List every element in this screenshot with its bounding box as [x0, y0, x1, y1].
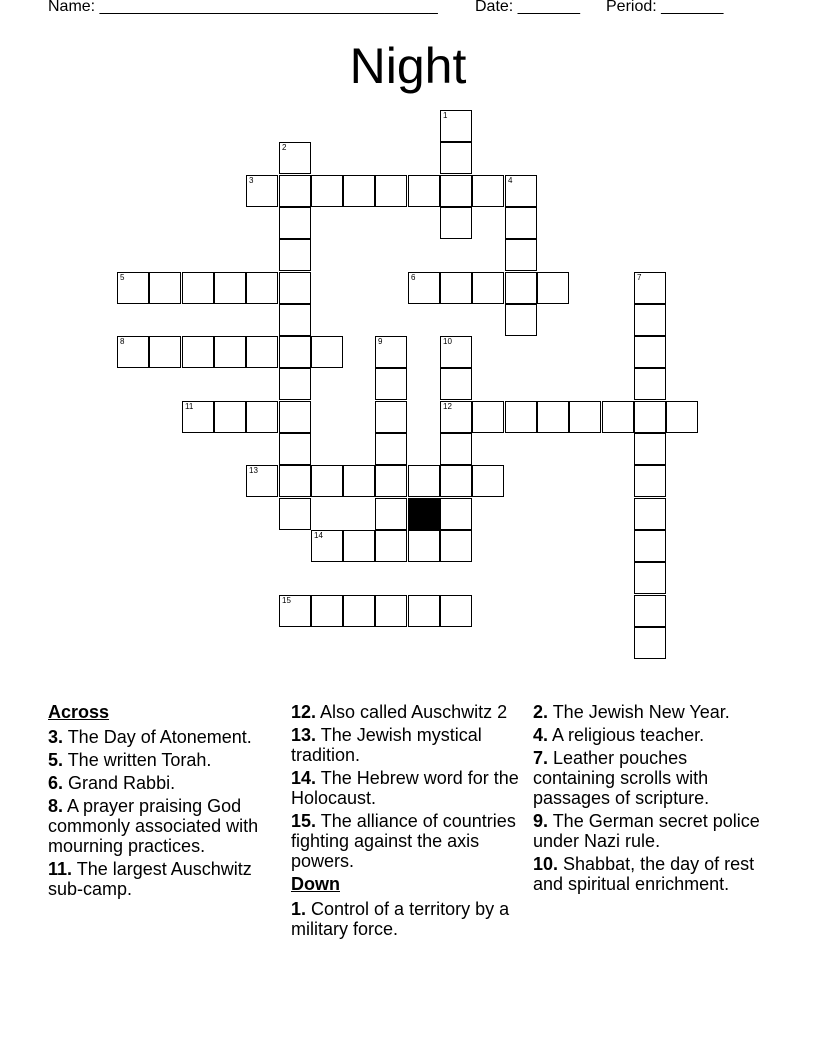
- crossword-cell[interactable]: [472, 465, 504, 497]
- crossword-cell[interactable]: [279, 595, 311, 627]
- clue-item-text: Control of a territory by a military force.: [291, 899, 510, 939]
- crossword-cell[interactable]: [537, 401, 569, 433]
- crossword-cell[interactable]: [505, 304, 537, 336]
- clue-item: [291, 702, 527, 722]
- date-field-label: Date: _______: [475, 0, 580, 15]
- clue-item-text: The written Torah.: [63, 750, 212, 770]
- crossword-cell[interactable]: [440, 142, 472, 174]
- clue-item: [291, 811, 527, 871]
- crossword-cell[interactable]: [634, 595, 666, 627]
- crossword-cell[interactable]: [279, 175, 311, 207]
- crossword-cell[interactable]: [149, 336, 181, 368]
- crossword-cell[interactable]: [375, 498, 407, 530]
- crossword-cell[interactable]: [279, 142, 311, 174]
- clue-number: 14: [314, 531, 323, 540]
- clue-item-text: Also called Auschwitz 2: [316, 702, 508, 722]
- clue-item: [533, 811, 769, 851]
- crossword-cell[interactable]: [440, 110, 472, 142]
- crossword-cell[interactable]: [375, 433, 407, 465]
- crossword-cell[interactable]: [375, 530, 407, 562]
- crossword-cell[interactable]: [505, 175, 537, 207]
- crossword-cell[interactable]: [343, 595, 375, 627]
- crossword-cell[interactable]: [440, 465, 472, 497]
- crossword-cell[interactable]: [634, 304, 666, 336]
- clue-item: [48, 727, 284, 747]
- crossword-cell[interactable]: [182, 336, 214, 368]
- clue-number: 4: [508, 176, 513, 185]
- crossword-cell[interactable]: [279, 465, 311, 497]
- crossword-cell[interactable]: [182, 272, 214, 304]
- period-field-label: Period: _______: [606, 0, 724, 15]
- crossword-cell[interactable]: [472, 272, 504, 304]
- clue-number: 3: [249, 176, 254, 185]
- crossword-cell[interactable]: [311, 175, 343, 207]
- clue-number: 2: [282, 143, 287, 152]
- crossword-cell[interactable]: [440, 272, 472, 304]
- crossword-cell[interactable]: [246, 272, 278, 304]
- clue-item: [48, 859, 284, 899]
- crossword-cell[interactable]: [214, 401, 246, 433]
- clue-column-2: [291, 702, 527, 942]
- clue-item-number: 1.: [291, 899, 307, 919]
- clue-number: 8: [120, 337, 125, 346]
- clue-item-number: 12.: [291, 702, 317, 722]
- crossword-cell[interactable]: [279, 272, 311, 304]
- crossword-cell[interactable]: [537, 272, 569, 304]
- crossword-cell[interactable]: [279, 239, 311, 271]
- clue-item: [48, 796, 284, 856]
- down-heading: Down: [291, 874, 340, 894]
- clue-item-number: 3.: [48, 727, 64, 747]
- clue-item: [533, 725, 769, 745]
- crossword-cell[interactable]: [440, 175, 472, 207]
- crossword-cell[interactable]: [408, 465, 440, 497]
- clue-item: [291, 768, 527, 808]
- crossword-cell[interactable]: [279, 336, 311, 368]
- crossword-cell[interactable]: [343, 530, 375, 562]
- clue-column-1: [48, 702, 284, 902]
- clue-item-number: 10.: [533, 854, 559, 874]
- clue-item-text: Leather pouches containing scrolls with passages of scripture.: [533, 748, 710, 808]
- clue-item: [48, 750, 284, 770]
- clue-item-text: The largest Auschwitz sub-camp.: [48, 859, 252, 899]
- clue-item-text: The Jewish mystical tradition.: [291, 725, 482, 765]
- clue-item-text: The Hebrew word for the Holocaust.: [291, 768, 519, 808]
- crossword-cell[interactable]: [375, 368, 407, 400]
- clue-item-number: 13.: [291, 725, 317, 745]
- crossword-cell[interactable]: [440, 498, 472, 530]
- clue-item-number: 11.: [48, 859, 73, 879]
- crossword-cell[interactable]: [246, 175, 278, 207]
- crossword-cell[interactable]: [375, 336, 407, 368]
- clue-item-text: The Jewish New Year.: [548, 702, 730, 722]
- crossword-cell[interactable]: [408, 530, 440, 562]
- clue-item-text: The Day of Atonement.: [63, 727, 252, 747]
- clue-item: [533, 748, 769, 808]
- crossword-cell[interactable]: [343, 175, 375, 207]
- crossword-cell[interactable]: [634, 498, 666, 530]
- crossword-cell[interactable]: [117, 336, 149, 368]
- across-heading: Across: [48, 702, 110, 722]
- crossword-cell[interactable]: [311, 530, 343, 562]
- crossword-cell[interactable]: [634, 627, 666, 659]
- clue-item-text: The alliance of countries fighting against the axis powers.: [291, 811, 516, 871]
- crossword-cell[interactable]: [279, 207, 311, 239]
- crossword-cell[interactable]: [214, 272, 246, 304]
- crossword-cell[interactable]: [634, 401, 666, 433]
- clue-number: 9: [378, 337, 383, 346]
- clue-item: [291, 899, 527, 939]
- crossword-cell[interactable]: [279, 368, 311, 400]
- crossword-cell[interactable]: [343, 465, 375, 497]
- crossword-cell[interactable]: [246, 336, 278, 368]
- clue-item: [533, 702, 769, 722]
- crossword-cell[interactable]: [149, 272, 181, 304]
- crossword-cell[interactable]: [311, 336, 343, 368]
- crossword-cell[interactable]: [375, 175, 407, 207]
- crossword-cell[interactable]: [214, 336, 246, 368]
- page-title: Night: [349, 38, 467, 94]
- crossword-cell[interactable]: [279, 433, 311, 465]
- clue-item-text: A prayer praising God commonly associated with mourning practices.: [48, 796, 259, 856]
- crossword-cell[interactable]: [246, 465, 278, 497]
- crossword-block: [408, 498, 440, 530]
- crossword-cell[interactable]: [408, 175, 440, 207]
- clue-item-number: 6.: [48, 773, 64, 793]
- crossword-cell[interactable]: [634, 433, 666, 465]
- clue-item-text: Grand Rabbi.: [63, 773, 176, 793]
- clue-number: 6: [411, 273, 416, 282]
- crossword-cell[interactable]: [505, 207, 537, 239]
- crossword-cell[interactable]: [505, 272, 537, 304]
- clue-number: 12: [443, 402, 452, 411]
- crossword-cell[interactable]: [440, 207, 472, 239]
- crossword-cell[interactable]: [440, 336, 472, 368]
- clue-item-number: 8.: [48, 796, 64, 816]
- crossword-cell[interactable]: [440, 368, 472, 400]
- crossword-cell[interactable]: [569, 401, 601, 433]
- crossword-cell[interactable]: [408, 272, 440, 304]
- clue-item-text: The German secret police under Nazi rule.: [533, 811, 760, 851]
- clue-number: 7: [637, 273, 642, 282]
- clue-item: [291, 725, 527, 765]
- crossword-cell[interactable]: [311, 465, 343, 497]
- crossword-cell[interactable]: [311, 595, 343, 627]
- clue-item: [533, 854, 769, 894]
- crossword-cell[interactable]: [634, 530, 666, 562]
- clue-item: [48, 773, 284, 793]
- crossword-cell[interactable]: [634, 465, 666, 497]
- clue-item-number: 14.: [291, 768, 317, 788]
- crossword-cell[interactable]: [375, 465, 407, 497]
- clue-number: 1: [443, 111, 448, 120]
- crossword-cell[interactable]: [440, 595, 472, 627]
- clue-number: 5: [120, 273, 125, 282]
- clue-item-number: 5.: [48, 750, 64, 770]
- crossword-cell[interactable]: [505, 239, 537, 271]
- clue-column-3: [533, 702, 769, 897]
- clue-number: 13: [249, 466, 258, 475]
- crossword-cell[interactable]: [279, 304, 311, 336]
- clue-number: 10: [443, 337, 452, 346]
- crossword-cell[interactable]: [472, 175, 504, 207]
- crossword-cell[interactable]: [408, 595, 440, 627]
- clue-item-text: Shabbat, the day of rest and spiritual enrichment.: [533, 854, 755, 894]
- crossword-cell[interactable]: [440, 401, 472, 433]
- crossword-cell[interactable]: [602, 401, 634, 433]
- crossword-cell[interactable]: [182, 401, 214, 433]
- crossword-cell[interactable]: [246, 401, 278, 433]
- crossword-cell[interactable]: [634, 368, 666, 400]
- clue-item-number: 7.: [533, 748, 549, 768]
- crossword-cell[interactable]: [472, 401, 504, 433]
- crossword-cell[interactable]: [375, 401, 407, 433]
- clue-number: 11: [185, 402, 194, 411]
- crossword-cell[interactable]: [505, 401, 537, 433]
- crossword-cell[interactable]: [634, 562, 666, 594]
- crossword-cell[interactable]: [634, 336, 666, 368]
- crossword-cell[interactable]: [279, 498, 311, 530]
- crossword-cell[interactable]: [117, 272, 149, 304]
- crossword-cell[interactable]: [279, 401, 311, 433]
- clue-item-text: A religious teacher.: [548, 725, 705, 745]
- crossword-cell[interactable]: [440, 530, 472, 562]
- clue-item-number: 4.: [533, 725, 549, 745]
- crossword-cell[interactable]: [440, 433, 472, 465]
- clue-item-number: 9.: [533, 811, 549, 831]
- clue-number: 15: [282, 596, 291, 605]
- name-field-label: Name: ______________________________________: [48, 0, 438, 15]
- crossword-cell[interactable]: [634, 272, 666, 304]
- crossword-cell[interactable]: [666, 401, 698, 433]
- clue-item-number: 2.: [533, 702, 549, 722]
- clue-item-number: 15.: [291, 811, 317, 831]
- crossword-cell[interactable]: [375, 595, 407, 627]
